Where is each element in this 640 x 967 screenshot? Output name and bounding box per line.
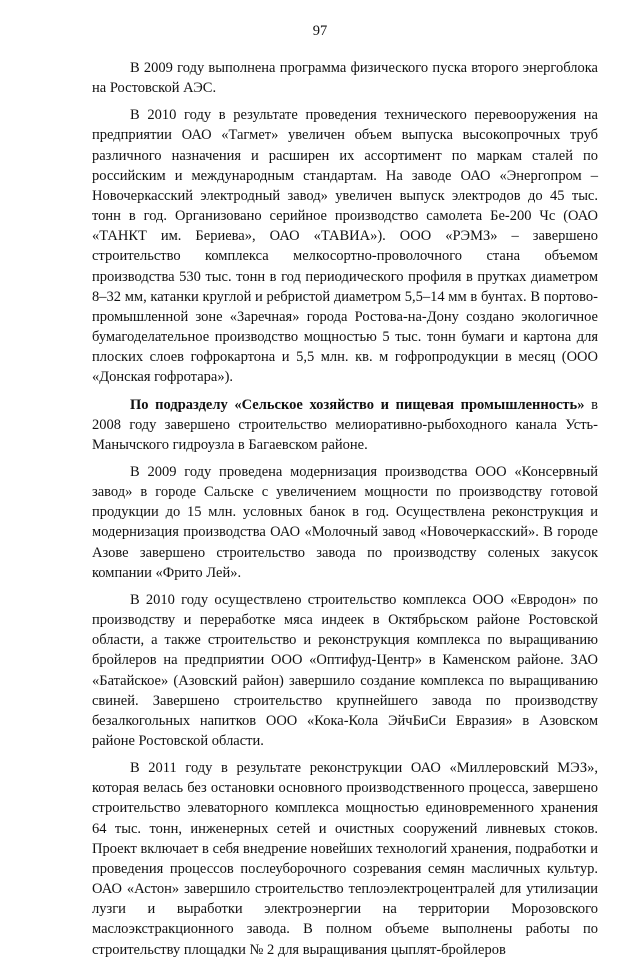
paragraph-6-text: В 2011 году в результате реконструкции ОАО «Миллеровский МЭЗ», которая велась без остановки основного производственного процесса, завершено строительство элеваторного комплекса мощностью единовременного хранения 64 тыс. тонн, инженерных сетей и очистных сооружений ливневых стоков. Проект включает в себя внедрение новейших технологий хранения, подработки и проведения процессов послеуборочного созревания семян масличных культур. ОАО «Астон» завершило строительство теплоэлектроцентралей для утилизации лузги и выработки электроэнергии на территории Морозовского маслоэкстракционного завода. В полном объеме выполнены работы по строительству площадки № 2 для выращивания цыплят-бройлеров [92,760,598,958]
paragraph-5-text: В 2010 году осуществлено строительство комплекса ООО «Евродон» по производству и переработке мяса индеек в Октябрьском районе Ростовской области, а также строительство и реконструкция комплекса по выращиванию бройлеров на предприятии ООО «Оптифуд-Центр» в Каменском районе. ЗАО «Батайское» (Азовский район) завершило создание комплекса по выращиванию свиней. Завершено строительство крупнейшего завода по производству безалкогольных напитков ООО «Кока-Кола ЭйчБиСи Евразия» в Азовском районе Ростовской области. [92,591,598,749]
paragraph-4 [92,462,598,583]
paragraph-5 [92,590,598,751]
paragraph-2-text: В 2010 году в результате проведения технического перевооружения на предприятии ОАО «Тагмет» увеличен объем выпуска высокопрочных труб различного назначения и расширен их ассортимент по маркам сталей по российским и международным стандартам. На заводе ОАО «Энергопром – Новочеркасский электродный завод» увеличен выпуск электродов до 45 тыс. тонн в год. Организовано серийное производство самолета Бе-200 Чс (ОАО «ТАНКТ им. Бериева», ОАО «ТАВИА»). ООО «РЭМЗ» – завершено строительство комплекса мелкосортно-проволочного стана объемом производства 530 тыс. тонн в год периодического профиля в прутках диаметром 8–32 мм, катанки круглой и ребристой диаметром 5,5–14 мм в бунтах. В портово-промышленной зоне «Заречная» города Ростова-на-Дону создано экологичное бумагоделательное производство мощностью 5 тыс. тонн бумаги и картона для плоских слоев гофрокартона и 5,5 млн. кв. м гофропродукции в месяц (ООО «Донская гофротара»). [92,107,598,386]
paragraph-1-text: В 2009 году выполнена программа физического пуска второго энергоблока на Ростовской АЭС. [92,60,598,97]
subsection-heading: По подразделу «Сельское хозяйство и пищевая промышленность» [130,396,585,413]
paragraph-3 [92,395,598,455]
document-body [92,58,598,967]
page-number: 97 [312,23,328,39]
paragraph-3-text: в 2008 году завершено строительство мелиоративно-рыбоходного канала Усть-Манычского гидроузла в Багаевском районе. [92,396,598,453]
paragraph-2 [92,105,598,387]
paragraph-6 [92,758,598,960]
paragraph-1 [92,58,598,98]
paragraph-4-text: В 2009 году проведена модернизация производства ООО «Консервный завод» в городе Сальске с увеличением мощности по производству готовой продукции до 15 млн. условных банок в год. Осуществлена реконструкция и модернизация производства ОАО «Молочный завод «Новочеркасский». В городе Азове завершено строительство завода по производству соленых закусок компании «Фрито Лей». [92,463,598,581]
